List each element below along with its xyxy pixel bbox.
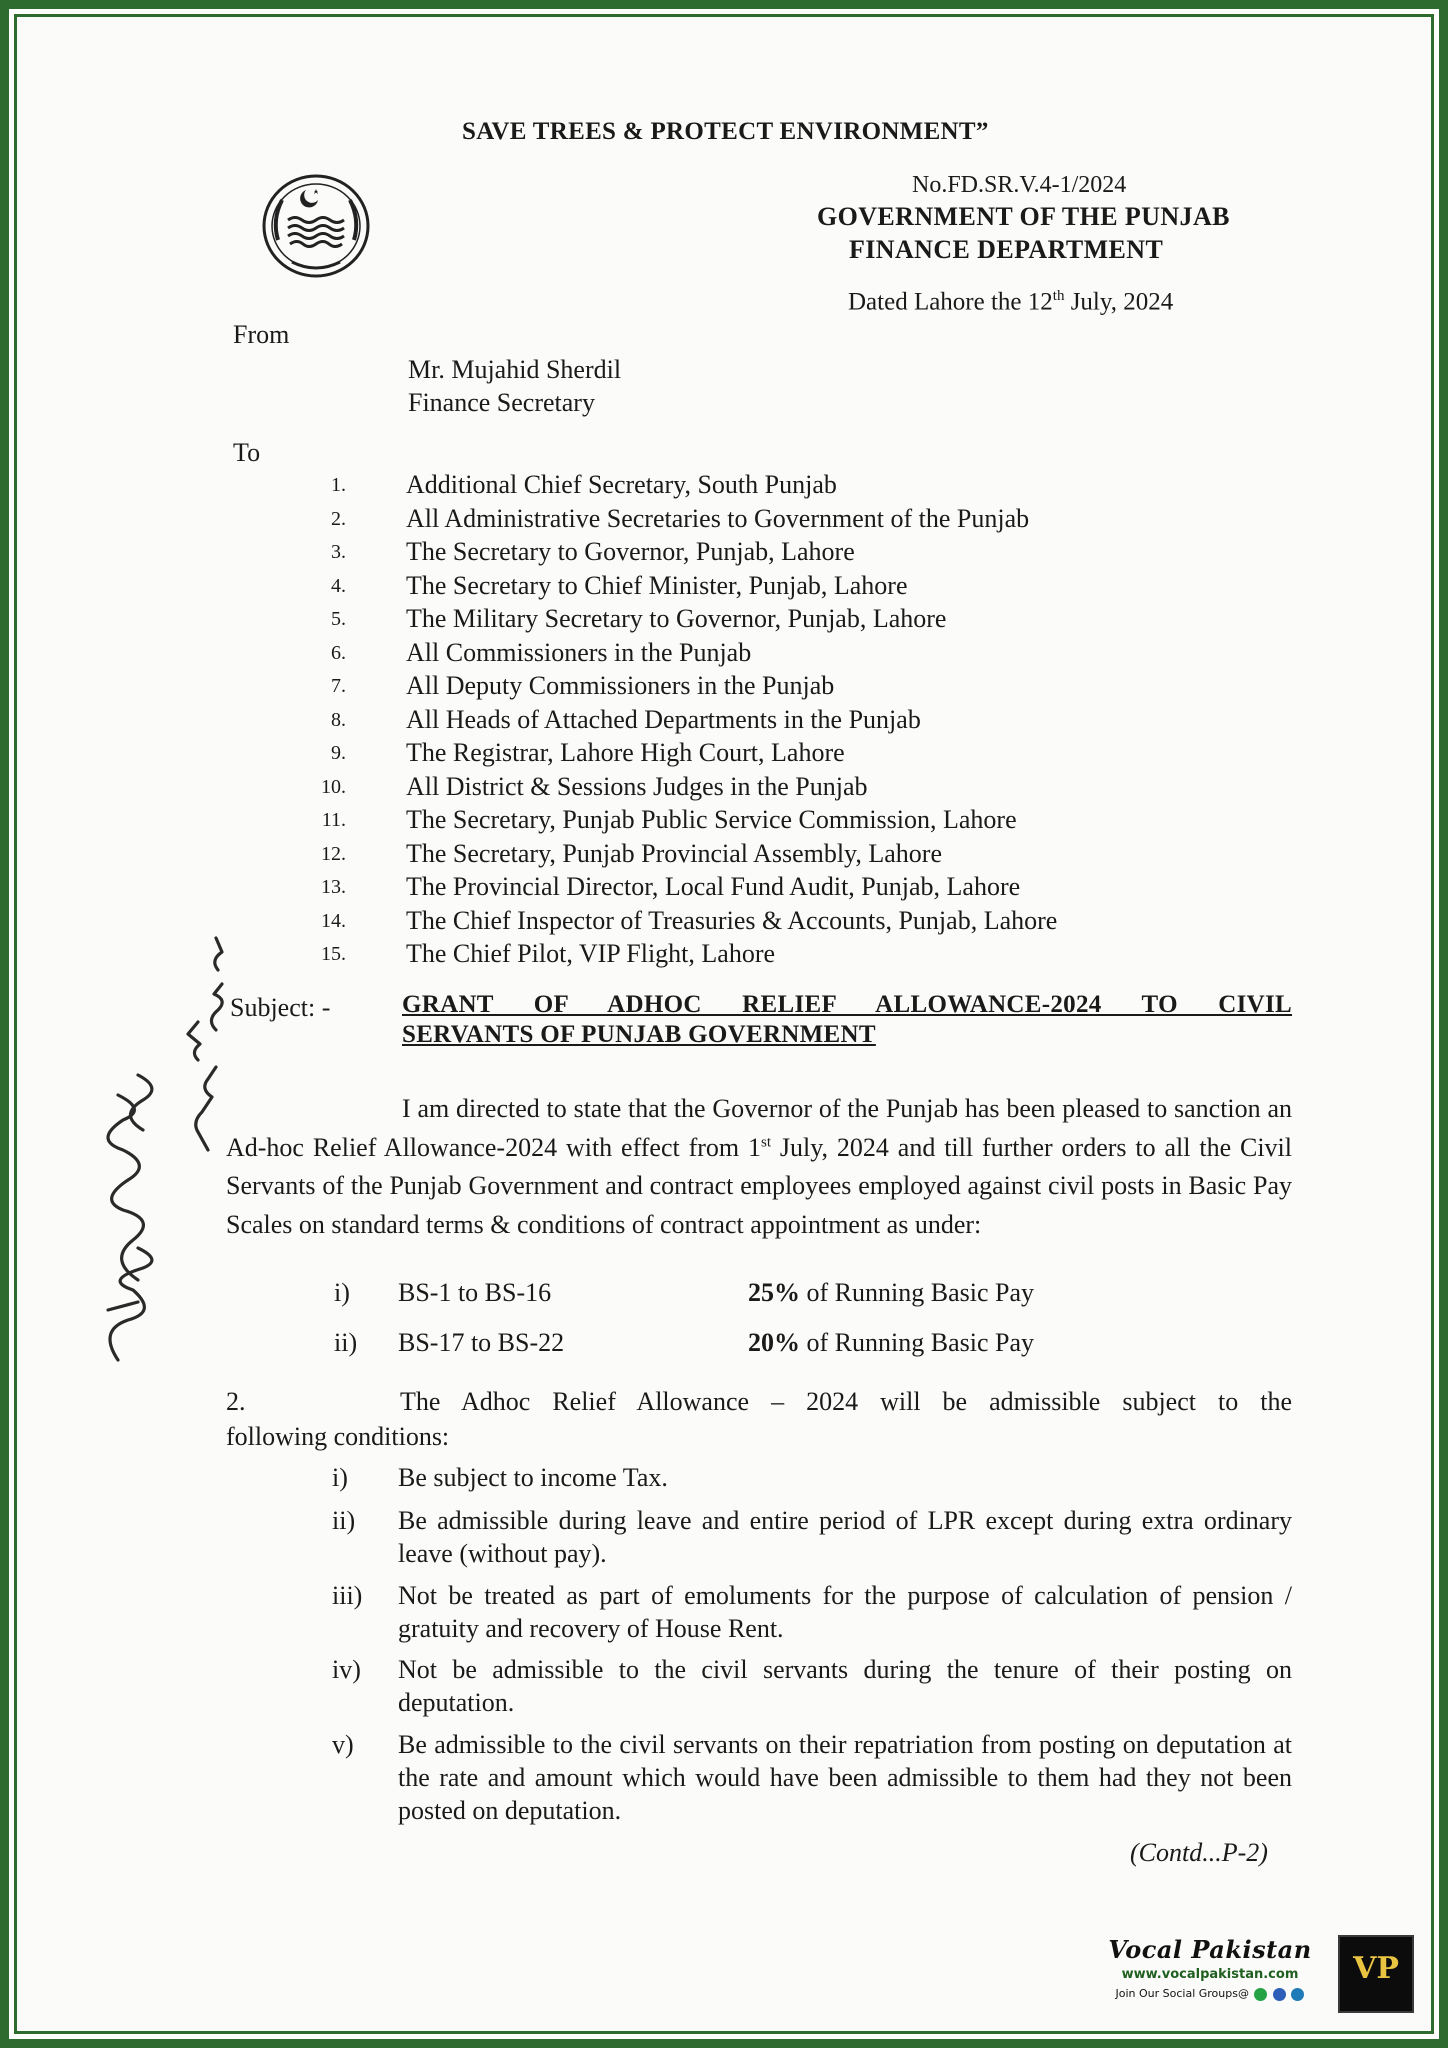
condition-number: v) xyxy=(332,1730,354,1759)
recipient-number: 2. xyxy=(331,507,346,530)
recipient-name: The Registrar, Lahore High Court, Lahore xyxy=(406,738,845,767)
recipient-number: 8. xyxy=(331,708,346,731)
condition-number: iii) xyxy=(332,1581,363,1610)
recipient-number: 4. xyxy=(331,574,346,597)
subject-title: GRANT OF ADHOC RELIEF ALLOWANCE-2024 TO CIVIL SERVANTS OF PUNJAB GOVERNMENT xyxy=(402,991,1292,1048)
recipient-name: The Military Secretary to Governor, Punjab, Lahore xyxy=(406,604,947,633)
recipient-number: 7. xyxy=(331,675,346,697)
condition-text: Not be treated as part of emoluments for the purpose of calculation of pension / gratuity and recovery of House Rent. xyxy=(398,1581,1292,1643)
recipient-number: 1. xyxy=(331,474,346,496)
recipient-number: 11. xyxy=(321,809,346,831)
condition-text: Be admissible during leave and entire period of LPR except during extra ordinary leave (without pay). xyxy=(398,1506,1292,1568)
recipient-name: The Chief Inspector of Treasuries & Accounts, Punjab, Lahore xyxy=(406,905,1058,935)
recipient-number: 3. xyxy=(331,541,346,563)
recipient-name: All Deputy Commissioners in the Punjab xyxy=(406,671,835,700)
pay-scale: BS-1 to BS-16 xyxy=(398,1278,552,1307)
vp-logo-icon: VP xyxy=(1338,1935,1414,2013)
recipient-name: The Secretary, Punjab Provincial Assembly, Lahore xyxy=(406,838,942,868)
letter-date: Dated Lahore the 12th July, 2024 xyxy=(848,288,1174,316)
continued-marker: (Contd...P-2) xyxy=(1130,1838,1268,1867)
pay-scale: BS-17 to BS-22 xyxy=(398,1328,565,1357)
vocal-pakistan-branding xyxy=(1090,1935,1420,2025)
department-name: FINANCE DEPARTMENT xyxy=(849,235,1164,264)
punjab-emblem-icon xyxy=(258,170,374,282)
recipient-number: 15. xyxy=(321,943,346,965)
slogan: SAVE TREES & PROTECT ENVIRONMENT” xyxy=(462,118,989,145)
recipient-name: All Heads of Attached Departments in the Punjab xyxy=(406,704,921,734)
recipient-number: 9. xyxy=(331,742,346,764)
recipient-name: All District & Sessions Judges in the Punjab xyxy=(406,771,868,801)
condition-number: ii) xyxy=(332,1506,356,1535)
from-label: From xyxy=(233,320,290,349)
recipient-number: 14. xyxy=(321,909,346,932)
condition-text: Not be admissible to the civil servants during the tenure of their posting on deputation. xyxy=(398,1655,1292,1717)
recipient-name: The Secretary to Governor, Punjab, Lahore xyxy=(406,537,855,566)
paragraph-2-number: 2. xyxy=(226,1387,246,1416)
recipient-number: 10. xyxy=(321,775,346,798)
rate-number: ii) xyxy=(334,1328,358,1357)
brand-title: Vocal Pakistan xyxy=(1108,1935,1312,1964)
recipient-number: 12. xyxy=(321,842,346,865)
linkedin-icon[interactable] xyxy=(1291,1988,1304,2001)
recipient-name: All Commissioners in the Punjab xyxy=(406,637,752,667)
brand-social: Join Our Social Groups@ xyxy=(1090,1987,1330,2001)
paragraph-2-text: The Adhoc Relief Allowance – 2024 will be admissible subject to the xyxy=(400,1387,1292,1416)
subject-label: Subject: - xyxy=(230,993,331,1022)
recipient-name: The Secretary to Chief Minister, Punjab, Lahore xyxy=(406,570,908,600)
rate-value: 20% of Running Basic Pay xyxy=(748,1328,1034,1357)
recipient-name: The Chief Pilot, VIP Flight, Lahore xyxy=(406,939,776,968)
recipient-name: The Provincial Director, Local Fund Audit, Punjab, Lahore xyxy=(406,872,1021,901)
letter-number: No.FD.SR.V.4-1/2024 xyxy=(912,172,1127,198)
facebook-icon[interactable] xyxy=(1273,1988,1286,2001)
recipient-name: All Administrative Secretaries to Government of the Punjab xyxy=(406,503,1030,533)
to-label: To xyxy=(233,438,261,467)
government-name: GOVERNMENT OF THE PUNJAB xyxy=(817,202,1230,231)
whatsapp-icon[interactable] xyxy=(1254,1988,1267,2001)
recipient-name: The Secretary, Punjab Public Service Commission, Lahore xyxy=(406,805,1017,834)
brand-url[interactable]: www.vocalpakistan.com xyxy=(1121,1967,1299,1982)
sender-name: Mr. Mujahid Sherdil xyxy=(408,355,622,384)
sender-title: Finance Secretary xyxy=(408,388,595,417)
paragraph-2-continuation: following conditions: xyxy=(226,1422,450,1451)
recipient-number: 5. xyxy=(331,608,346,630)
rate-value: 25% of Running Basic Pay xyxy=(748,1278,1034,1307)
condition-number: i) xyxy=(332,1463,348,1492)
paragraph-1: I am directed to state that the Governor of the Punjab has been pleased to sanction an Ad-hoc Relief Allowance-2024 with effect from 1st July, 2024 and till further orders to all the Civil Servants of the Punjab Government and contract employees employed against civil posts in Basic Pay Scales on standard terms & conditions of contract appointment as under: xyxy=(226,1094,1292,1239)
condition-number: iv) xyxy=(332,1655,361,1684)
condition-text: Be admissible to the civil servants on their repatriation from posting on deputation at the rate and amount which would have been admissible to them had they not been posted on deputation. xyxy=(398,1730,1292,1825)
handwritten-signature xyxy=(48,900,248,1380)
recipient-number: 6. xyxy=(331,641,346,664)
recipient-number: 13. xyxy=(321,876,346,898)
rate-number: i) xyxy=(334,1278,350,1307)
condition-text: Be subject to income Tax. xyxy=(398,1463,668,1492)
recipient-name: Additional Chief Secretary, South Punjab xyxy=(406,470,837,499)
